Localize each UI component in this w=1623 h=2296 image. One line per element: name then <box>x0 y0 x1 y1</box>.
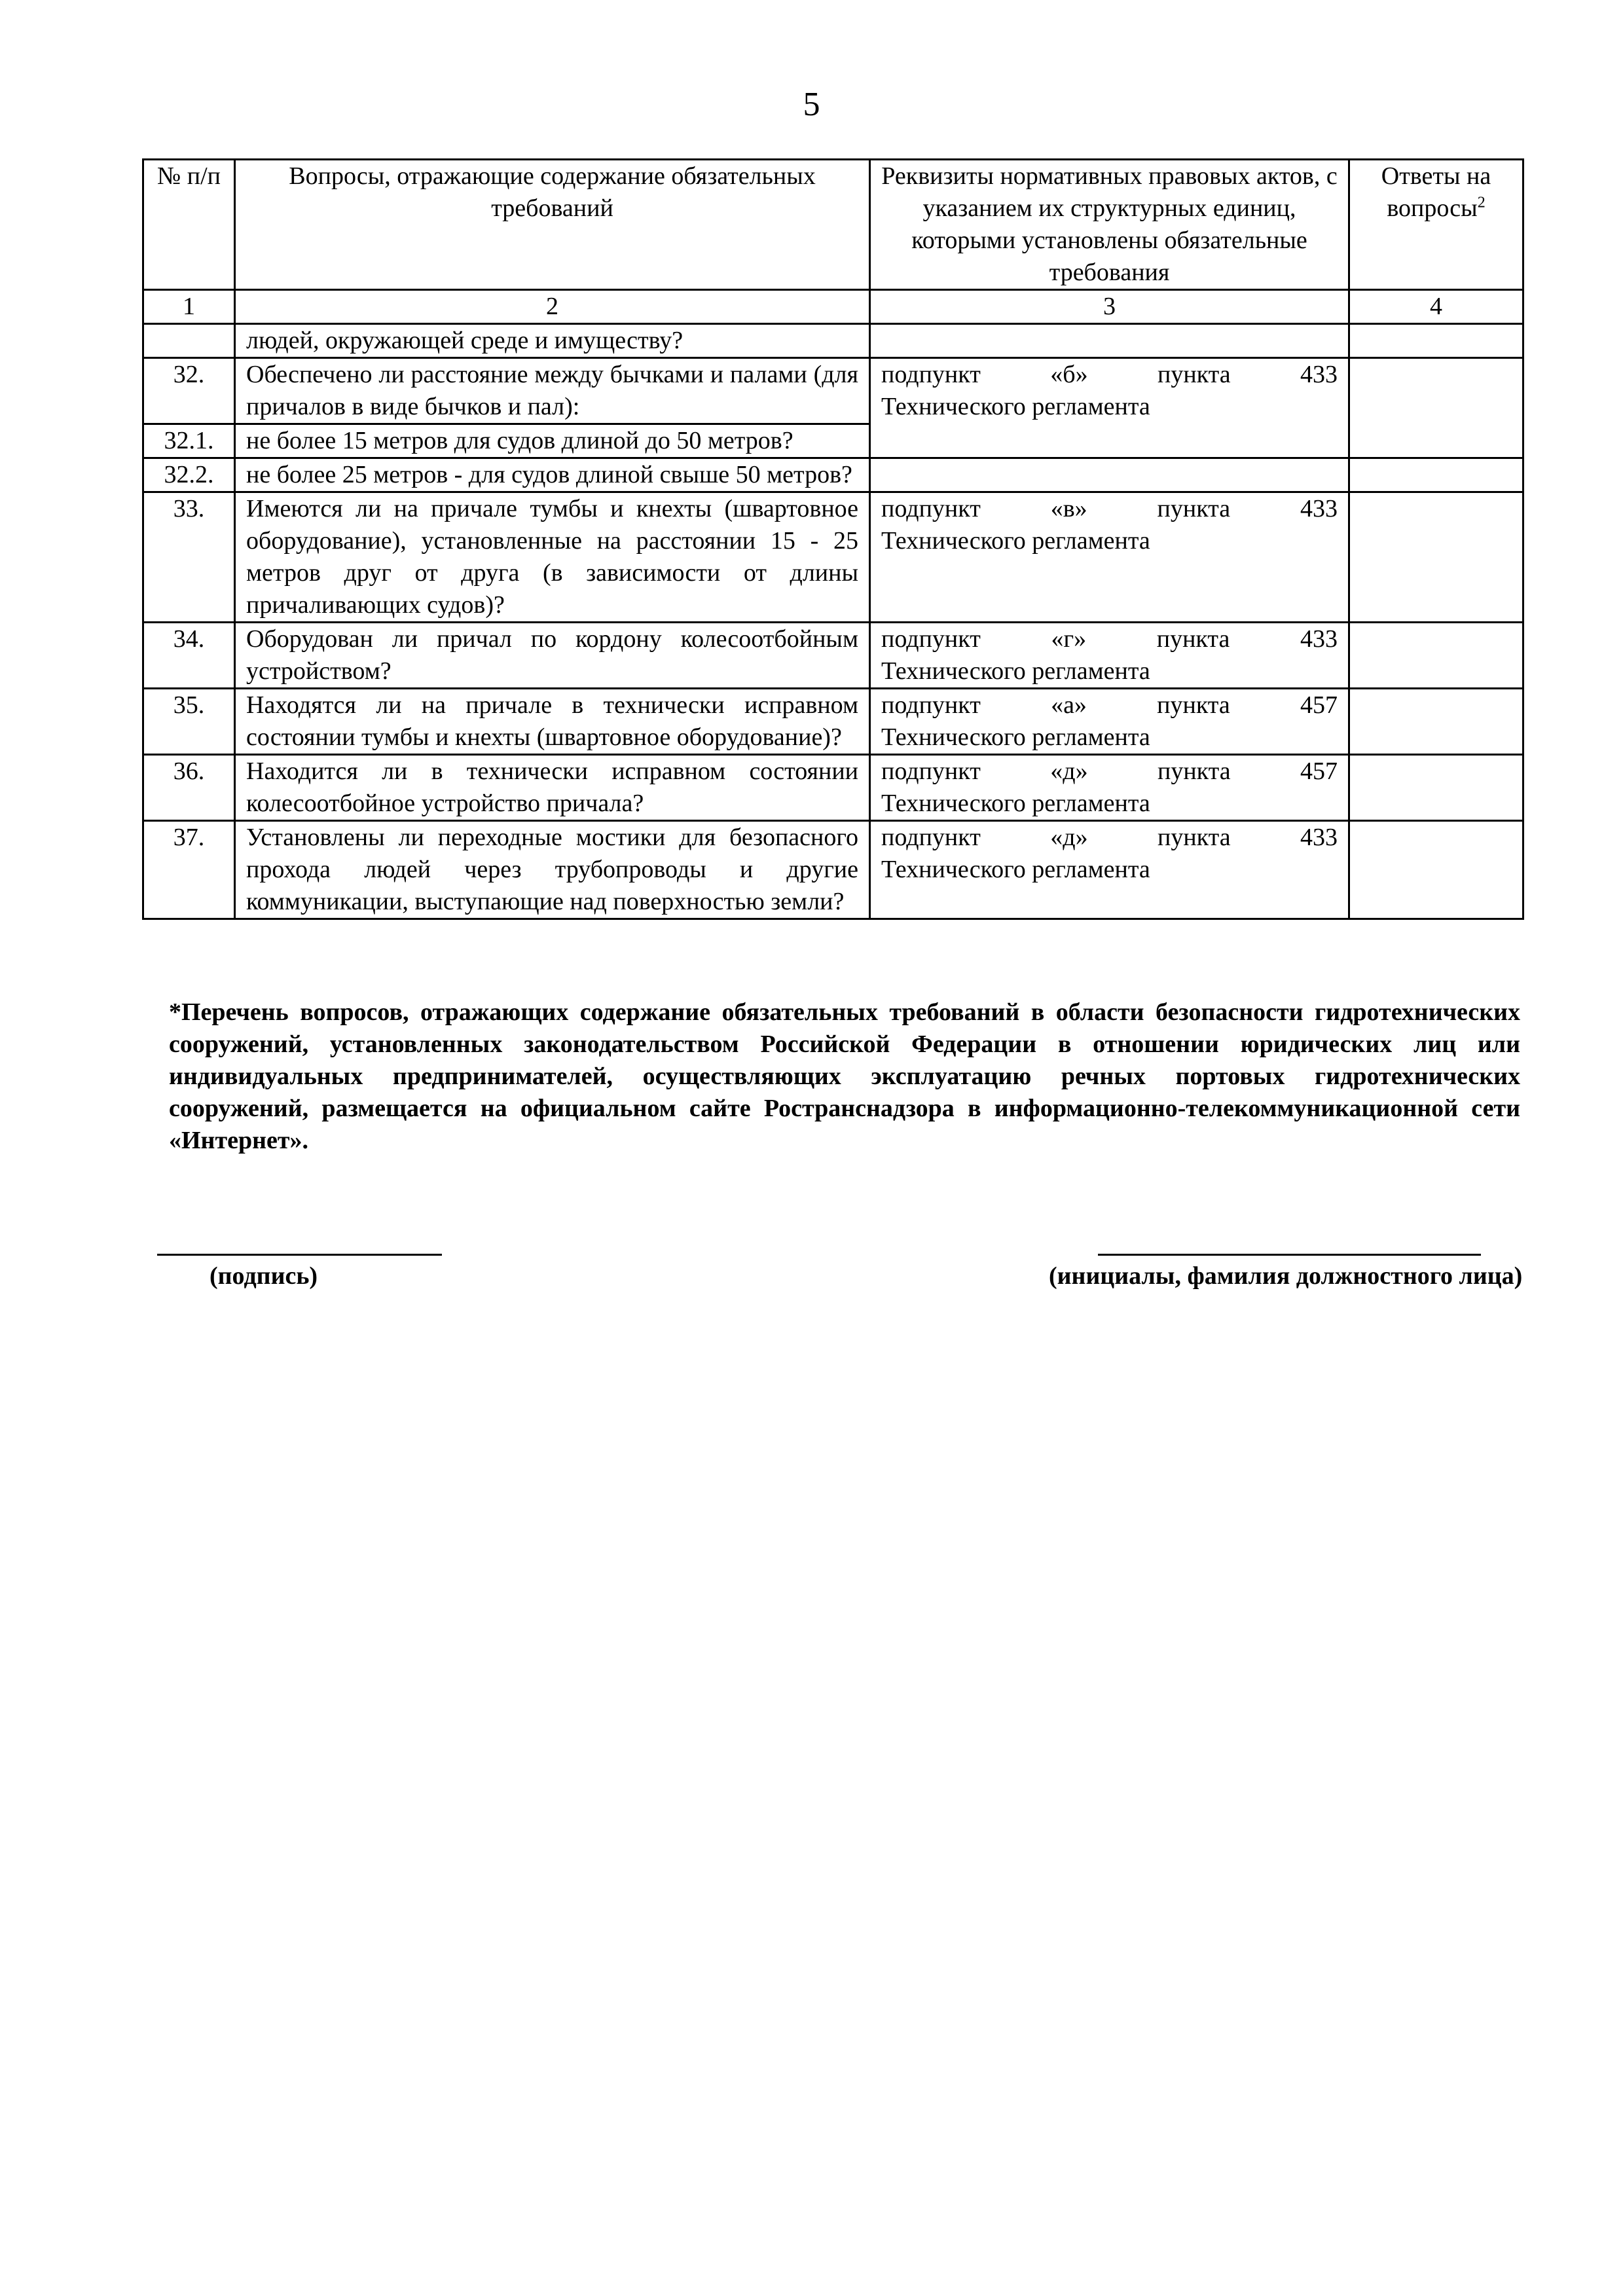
header-question: Вопросы, отражающие содержание обязательных требований <box>235 160 870 290</box>
ref-document: Технического регламента <box>881 723 1150 751</box>
ref-document: Технического регламента <box>881 527 1150 555</box>
ref-number: 433 <box>1300 361 1338 388</box>
footnote: *Перечень вопросов, отражающих содержание обязательных требований в области безопасности гидротехнических сооружений, установленных законодательством Российской Федерации в отношении юридических лиц или индивидуальных предпринимателей, осуществляющих эксплуатацию речных портовых гидротехнических сооружений, размещается на официальном сайте Ространснадзора в информационно-телекоммуникационной сети «Интернет». <box>169 998 1520 1154</box>
ref-letter: «д» <box>1050 757 1088 785</box>
ref-point: пункта <box>1157 361 1231 388</box>
signature-line <box>157 1254 442 1256</box>
column-number: 2 <box>235 290 870 324</box>
table-row <box>143 755 1523 821</box>
table-row <box>143 623 1523 689</box>
row-reference <box>870 623 1349 689</box>
row-question: не более 25 метров - для судов длиной свыше 50 метров? <box>235 458 870 492</box>
ref-subpoint: подпункт <box>881 691 981 719</box>
row-num: 32. <box>143 358 235 424</box>
ref-number: 433 <box>1300 495 1338 522</box>
checklist-table <box>142 158 1524 920</box>
row-question: Находится ли в технически исправном состоянии колесоотбойное устройство причала? <box>235 755 870 821</box>
ref-number: 457 <box>1300 691 1338 719</box>
ref-number: 457 <box>1300 757 1338 785</box>
answer-cell[interactable] <box>1349 324 1523 358</box>
row-question: Оборудован ли причал по кордону колесоотбойным устройством? <box>235 623 870 689</box>
ref-document: Технического регламента <box>881 393 1150 420</box>
ref-point: пункта <box>1157 824 1231 851</box>
row-question: не более 15 метров для судов длиной до 50 метров? <box>235 424 870 458</box>
column-number: 1 <box>143 290 235 324</box>
column-numbers-row <box>143 290 1523 324</box>
header-answers-footnote-mark: 2 <box>1477 194 1486 211</box>
official-name-caption: (инициалы, фамилия должностного лица) <box>1049 1262 1523 1290</box>
signature-caption: (подпись) <box>210 1262 318 1290</box>
header-reference: Реквизиты нормативных правовых актов, с указанием их структурных единиц, которыми установлены обязательные требования <box>870 160 1349 290</box>
ref-document: Технического регламента <box>881 856 1150 883</box>
answer-cell[interactable] <box>1349 755 1523 821</box>
ref-letter: «д» <box>1050 824 1088 851</box>
answer-cell[interactable] <box>1349 821 1523 919</box>
header-answers-text: Ответы на вопросы <box>1381 162 1491 222</box>
name-line <box>1098 1254 1481 1256</box>
row-num: 34. <box>143 623 235 689</box>
ref-subpoint: подпункт <box>881 824 981 851</box>
row-question: Обеспечено ли расстояние между бычками и палами (для причалов в виде бычков и пал): <box>235 358 870 424</box>
answer-cell[interactable] <box>1349 492 1523 623</box>
table-header-row <box>143 160 1523 290</box>
row-num: 32.2. <box>143 458 235 492</box>
row-num: 36. <box>143 755 235 821</box>
table-row <box>143 821 1523 919</box>
ref-subpoint: подпункт <box>881 361 981 388</box>
row-question: Находятся ли на причале в технически исправном состоянии тумбы и кнехты (швартовное оборудование)? <box>235 689 870 755</box>
row-num <box>143 324 235 358</box>
table-row <box>143 358 1523 424</box>
row-question: людей, окружающей среде и имуществу? <box>235 324 870 358</box>
row-reference <box>870 492 1349 623</box>
ref-subpoint: подпункт <box>881 495 981 522</box>
row-reference <box>870 358 1349 458</box>
ref-number: 433 <box>1300 625 1338 653</box>
answer-cell[interactable] <box>1349 689 1523 755</box>
ref-subpoint: подпункт <box>881 625 981 653</box>
header-answers <box>1349 160 1523 290</box>
row-num: 33. <box>143 492 235 623</box>
row-num: 32.1. <box>143 424 235 458</box>
ref-letter: «г» <box>1051 625 1087 653</box>
row-question: Имеются ли на причале тумбы и кнехты (швартовное оборудование), установленные на расстоянии 15 - 25 метров друг от друга (в зависимости от длины причаливающих судов)? <box>235 492 870 623</box>
ref-document: Технического регламента <box>881 790 1150 817</box>
ref-document: Технического регламента <box>881 657 1150 685</box>
header-num: № п/п <box>143 160 235 290</box>
row-num: 35. <box>143 689 235 755</box>
row-reference <box>870 689 1349 755</box>
ref-number: 433 <box>1300 824 1338 851</box>
ref-point: пункта <box>1157 691 1230 719</box>
answer-cell[interactable] <box>1349 623 1523 689</box>
row-reference <box>870 458 1349 492</box>
row-reference <box>870 821 1349 919</box>
row-reference <box>870 324 1349 358</box>
ref-point: пункта <box>1156 625 1230 653</box>
answer-cell[interactable] <box>1349 358 1523 458</box>
ref-letter: «б» <box>1050 361 1088 388</box>
answer-cell[interactable] <box>1349 458 1523 492</box>
ref-point: пункта <box>1157 495 1231 522</box>
table-row <box>143 458 1523 492</box>
table-row <box>143 324 1523 358</box>
row-question: Установлены ли переходные мостики для безопасного прохода людей через трубопроводы и другие коммуникации, выступающие над поверхностью земли? <box>235 821 870 919</box>
row-reference <box>870 755 1349 821</box>
page-number: 5 <box>803 86 820 123</box>
ref-subpoint: подпункт <box>881 757 981 785</box>
ref-letter: «в» <box>1050 495 1087 522</box>
row-num: 37. <box>143 821 235 919</box>
ref-letter: «а» <box>1051 691 1087 719</box>
table-row <box>143 689 1523 755</box>
table-row <box>143 492 1523 623</box>
column-number: 3 <box>870 290 1349 324</box>
column-number: 4 <box>1349 290 1523 324</box>
ref-point: пункта <box>1157 757 1231 785</box>
